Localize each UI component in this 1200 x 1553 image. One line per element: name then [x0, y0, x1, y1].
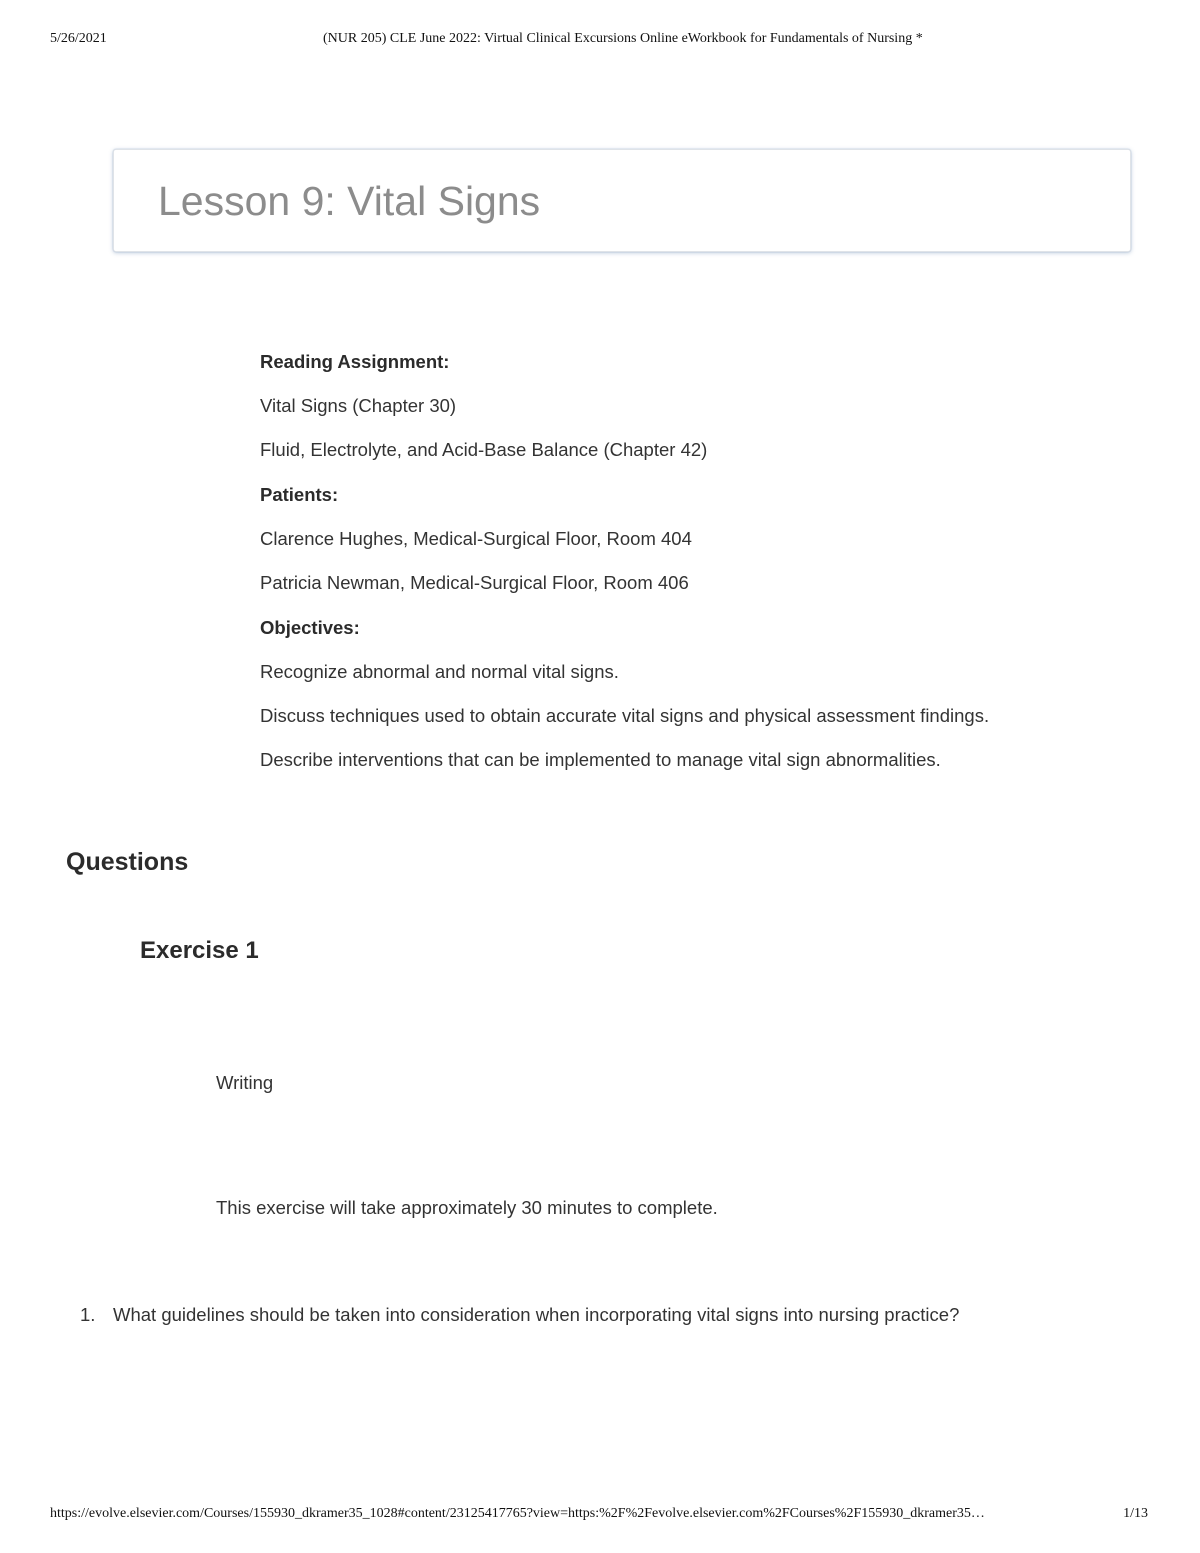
document-title: (NUR 205) CLE June 2022: Virtual Clinical Excursions Online eWorkbook for Fundamentals of Nursing * [323, 31, 923, 46]
reading-item: Fluid, Electrolyte, and Acid-Base Balance (Chapter 42) [260, 439, 708, 460]
print-date: 5/26/2021 [50, 31, 107, 46]
page-url: https://evolve.elsevier.com/Courses/155930_dkramer35_1028#content/23125417765?view=https:%2F%2Fevolve.elsevier.com%2FCourses%2F155930_dkramer35… [50, 1506, 985, 1521]
exercise-title: Exercise 1 [140, 937, 259, 964]
objectives-heading: Objectives: [260, 617, 360, 638]
page-number: 1/13 [1123, 1506, 1148, 1521]
print-footer [50, 1506, 1148, 1526]
print-header [50, 31, 1150, 51]
reading-assignment-heading: Reading Assignment: [260, 351, 450, 372]
patient-item: Clarence Hughes, Medical-Surgical Floor, Room 404 [260, 528, 692, 549]
patients-heading: Patients: [260, 484, 339, 505]
objective-item: Describe interventions that can be implemented to manage vital sign abnormalities. [260, 749, 941, 770]
question-item [80, 1304, 959, 1326]
objective-item: Recognize abnormal and normal vital signs. [260, 661, 619, 682]
questions-heading: Questions [66, 848, 189, 876]
reading-item: Vital Signs (Chapter 30) [260, 395, 457, 416]
objective-item: Discuss techniques used to obtain accurate vital signs and physical assessment findings. [260, 705, 990, 726]
exercise-type: Writing [216, 1072, 274, 1093]
question-number: 1. [80, 1304, 96, 1325]
patient-item: Patricia Newman, Medical-Surgical Floor, Room 406 [260, 572, 689, 593]
lesson-title-card [113, 149, 1131, 252]
question-text: What guidelines should be taken into consideration when incorporating vital signs into nursing practice? [113, 1304, 960, 1325]
lesson-title: Lesson 9: Vital Signs [158, 178, 541, 224]
exercise-duration: This exercise will take approximately 30 minutes to complete. [216, 1197, 718, 1218]
